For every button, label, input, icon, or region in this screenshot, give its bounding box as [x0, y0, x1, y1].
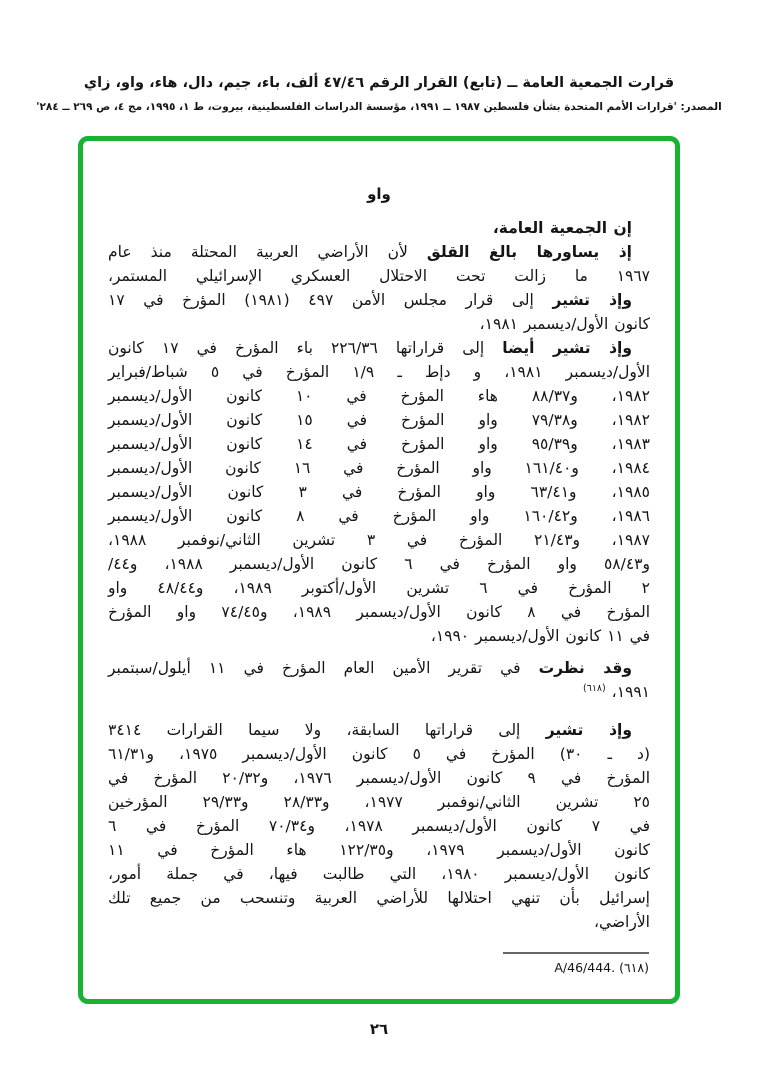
body-text [108, 216, 650, 934]
paragraph [108, 240, 650, 288]
text-segment: ١٩٩١، [605, 683, 650, 701]
text-line [108, 480, 650, 504]
text-segment: في ١١ كانون الأول/ديسمبر ١٩٩٠، [430, 627, 650, 645]
footnote-number: (٦١٨) [619, 960, 649, 975]
text-line [108, 360, 650, 384]
text-line [108, 576, 650, 600]
text-line [108, 288, 650, 312]
text-line [108, 264, 650, 288]
text-line [108, 910, 650, 934]
text-segment: الأول/ديسمبر ١٩٨١، و دإط ـ ١/٩ المؤرخ في ٥ شباط/فبراير [108, 363, 651, 381]
text-line [108, 408, 650, 432]
text-segment: كانون الأول/ديسمبر ١٩٨٠، التي طالبت فيها، في جملة أمور، [108, 865, 650, 883]
text-segment: (د ـ ٣٠) المؤرخ في ٥ كانون الأول/ديسمبر ١٩٧٥، و٦١/٣١ [108, 745, 650, 763]
text-line [108, 680, 650, 704]
text-segment: في تقرير الأمين العام المؤرخ في ١١ أيلول/سبتمبر [108, 659, 539, 677]
text-line [108, 862, 650, 886]
text-segment: وإذ تشير [552, 291, 632, 309]
footnote-area [485, 952, 649, 975]
footnote-divider [503, 952, 649, 954]
page-title: قرارت الجمعية العامة ــ (تابع) القرار الرقم ٤٧/٤٦ ألف، باء، جيم، دال، هاء، واو، زاي [83, 75, 675, 91]
text-line [108, 312, 650, 336]
text-line [108, 216, 650, 240]
text-segment: وإذ تشير [545, 721, 632, 739]
text-segment: ١٩٨٢، و٨٨/٣٧ هاء المؤرخ في ١٠ كانون الأول/ديسمبر [108, 387, 650, 405]
text-segment: إلى قراراتها السابقة، ولا سيما القرارات ٣٤١٤ [108, 721, 546, 739]
text-segment: ١٩٦٧ ما زالت تحت الاحتلال العسكري الإسرائيلي المستمر، [108, 267, 650, 285]
text-segment: إذ يساورها بالغ القلق [426, 243, 632, 261]
text-line [108, 504, 650, 528]
text-line [108, 790, 650, 814]
paragraph [108, 718, 650, 934]
text-segment: المؤرخ في ٩ كانون الأول/ديسمبر ١٩٧٦، و٢٠/٣٢ المؤرخ في [108, 769, 650, 787]
text-segment: إن الجمعية العامة، [492, 219, 632, 237]
text-segment: المؤرخ في ٨ كانون الأول/ديسمبر ١٩٨٩، و٧٤/٤٥ واو المؤرخ [108, 603, 651, 621]
text-line [108, 838, 650, 862]
text-line [108, 384, 650, 408]
text-segment: ١٩٨٤، و١٦١/٤٠ واو المؤرخ في ١٦ كانون الأول/ديسمبر [108, 459, 650, 477]
text-segment: لأن الأراضي العربية المحتلة منذ عام [108, 243, 427, 261]
text-line [108, 528, 650, 552]
text-line [108, 336, 650, 360]
text-segment: إسرائيل بأن تنهي احتلالها للأراضي العربية وتنسحب من جميع تلك [108, 889, 650, 907]
text-segment: و٥٨/٤٣ واو المؤرخ في ٦ كانون الأول/ديسمبر ١٩٨٨، و٤٤/ [108, 555, 650, 573]
green-border-frame [78, 136, 680, 1004]
text-segment: ٢ المؤرخ في ٦ تشرين الأول/أكتوبر ١٩٨٩، و٤٨/٤٤ واو [108, 579, 650, 597]
text-line [108, 432, 650, 456]
text-segment: إلى قرار مجلس الأمن ٤٩٧ (١٩٨١) المؤرخ في ١٧ [108, 291, 553, 309]
paragraph [108, 656, 650, 704]
text-segment: ١٩٨٥، و٦٣/٤١ واو المؤرخ في ٣ كانون الأول/ديسمبر [108, 483, 650, 501]
text-segment: وقد نظرت [538, 659, 632, 677]
source-line: المصدر: 'قرارات الأمم المتحدة بشأن فلسطين ١٩٨٧ ــ ١٩٩١، مؤسسة الدراسات الفلسطينية، بيروت، ط ١، ١٩٩٥، مج ٤، ص ٢٦٩ ــ ٢٨٤' [36, 101, 722, 113]
text-line [108, 240, 650, 264]
footnote-ref: A/46/444. [554, 960, 616, 975]
text-line [108, 552, 650, 576]
text-segment: الأراضي، [593, 913, 650, 931]
text-line [108, 814, 650, 838]
text-segment: ١٩٨٧، و٢١/٤٣ المؤرخ في ٣ تشرين الثاني/نوفمبر ١٩٨٨، [108, 531, 650, 549]
text-line [108, 456, 650, 480]
text-segment: في ٧ كانون الأول/ديسمبر ١٩٧٨، و٧٠/٣٤ المؤرخ في ٦ [108, 817, 650, 835]
document-header [0, 0, 758, 114]
footnote-marker: (٦١٨) [583, 682, 606, 694]
text-segment: ٢٥ تشرين الثاني/نوفمبر ١٩٧٧، و٢٨/٣٣ و٢٩/٣٣ المؤرخين [108, 793, 651, 811]
text-line [108, 742, 650, 766]
paragraph [108, 216, 650, 240]
text-segment: كانون الأول/ديسمبر ١٩٨١، [479, 315, 650, 333]
text-line [108, 600, 650, 624]
section-mark: واو [367, 185, 391, 203]
text-line [108, 624, 650, 648]
paragraph [108, 288, 650, 336]
paragraph [108, 336, 650, 648]
text-line [108, 766, 650, 790]
text-segment: ١٩٨٦، و١٦٠/٤٢ واو المؤرخ في ٨ كانون الأول/ديسمبر [108, 507, 650, 525]
text-line [108, 718, 650, 742]
text-segment: ١٩٨٣، و٩٥/٣٩ واو المؤرخ في ١٤ كانون الأول/ديسمبر [108, 435, 650, 453]
text-segment: ١٩٨٢، و٧٩/٣٨ واو المؤرخ في ١٥ كانون الأول/ديسمبر [108, 411, 650, 429]
text-segment: وإذ تشير أيضا [502, 339, 633, 357]
text-line [108, 886, 650, 910]
text-line [108, 656, 650, 680]
page-number: ٢٦ [369, 1020, 389, 1038]
text-segment: كانون الأول/ديسمبر ١٩٧٩، و١٢٢/٣٥ هاء المؤرخ في ١١ [108, 841, 650, 859]
text-segment: إلى قراراتها ٢٢٦/٣٦ باء المؤرخ في ١٧ كانون [108, 339, 503, 357]
footnote [485, 960, 649, 975]
